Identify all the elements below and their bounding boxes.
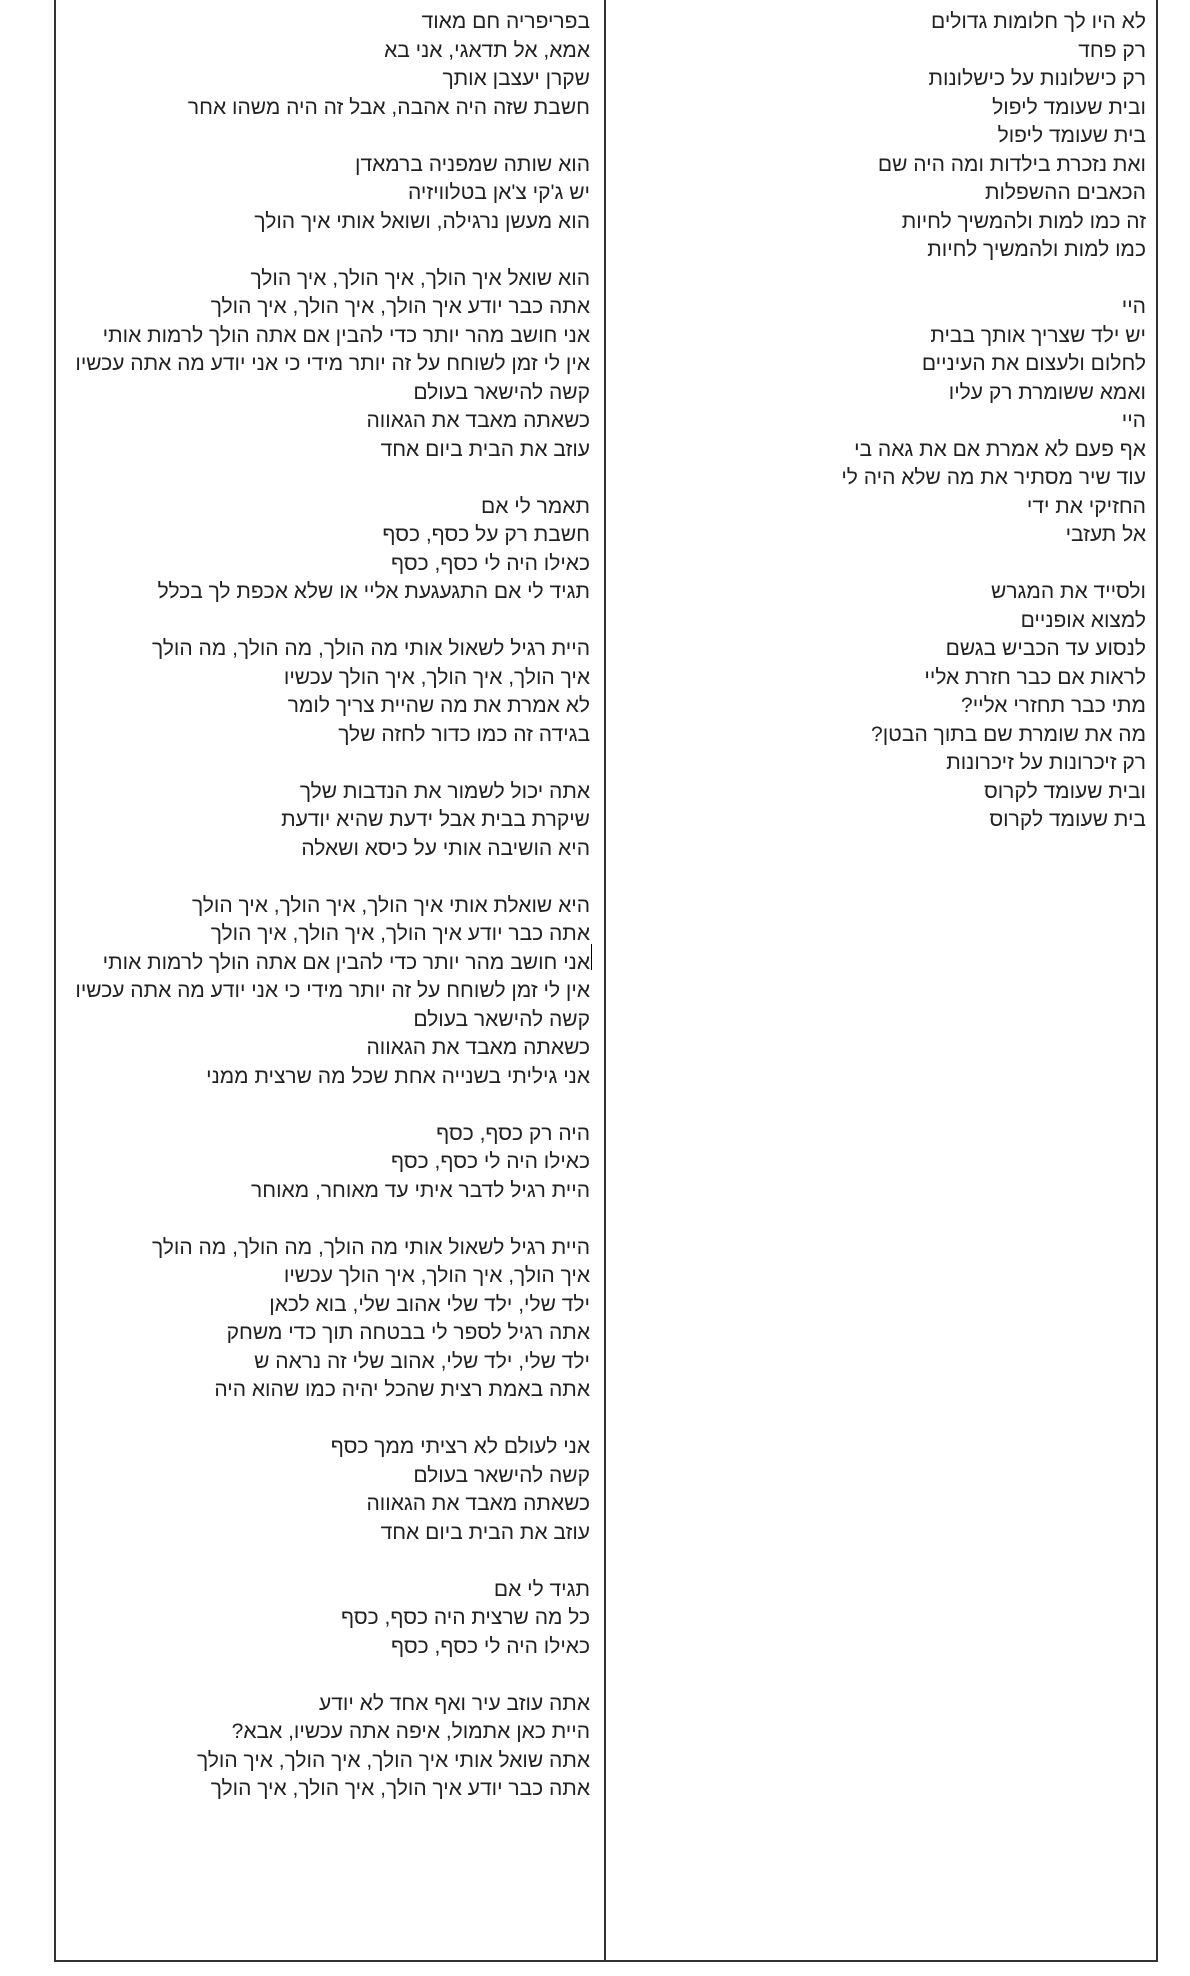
stanza — [68, 1234, 590, 1405]
lyric-line: חשבת רק על כסף, כסף — [382, 523, 591, 546]
lyric-line: כאילו היה לי כסף, כסף — [391, 1634, 591, 1658]
lyric-line: איך הולך, איך הולך, איך הולך עכשיו — [283, 665, 591, 689]
lyric-line: הוא שותה שמפניה ברמאדן — [355, 152, 591, 176]
lyric-line: ולסייד את המגרש — [990, 580, 1146, 603]
right-column[interactable] — [604, 0, 1156, 1960]
stanza — [68, 265, 590, 465]
lyric-line: לא אמרת את מה שהיית צריך לומר — [287, 694, 591, 717]
lyric-line: בגידה זה כמו כדור לחזה שלך — [338, 722, 591, 746]
lyric-line: מה את שומרת שם בתוך הבטן? — [871, 722, 1146, 746]
lyric-line: חשבת שזה היה אהבה, אבל זה היה משהו אחר — [187, 95, 591, 119]
lyric-line: אף פעם לא אמרת אם את גאה בי — [854, 437, 1146, 461]
lyric-line: בית שעומד לקרוס — [989, 808, 1146, 831]
stanza — [68, 1690, 590, 1804]
lyric-line: ואת נזכרת בילדות ומה היה שם — [877, 152, 1146, 176]
lyric-line: אתה יכול לשמור את הנדבות שלך — [299, 779, 591, 803]
stanza — [612, 293, 1146, 550]
lyric-line: אני חושב מהר יותר כדי להבין אם אתה הולך לרמות אותי — [102, 323, 591, 347]
stanza — [68, 892, 590, 1092]
lyric-line: ובית שעומד ליפול — [992, 95, 1146, 119]
lyric-line: שיקרת בבית אבל ידעת שהיא יודעת — [281, 808, 591, 831]
lyric-line: הוא מעשן נרגילה, ושואל אותי איך הולך — [254, 209, 591, 233]
lyric-line: החזיקי את ידי — [1026, 494, 1146, 518]
lyric-line: למצוא אופניים — [1020, 608, 1146, 632]
lyric-line: היית רגיל לדבר איתי עד מאוחר, מאוחר — [251, 1178, 591, 1202]
lyric-line: כאילו היה לי כסף, כסף — [391, 1150, 591, 1173]
lyric-line: קשה להישאר בעולם — [413, 380, 591, 404]
lyric-line: בפריפריה חם מאוד — [421, 10, 591, 33]
lyric-line: כשאתה מאבד את הגאווה — [366, 409, 591, 432]
lyric-line: אני חושב מהר יותר כדי להבין אם אתה הולך לרמות אותי — [102, 950, 591, 974]
stanza — [68, 1433, 590, 1547]
lyric-line: אתה רגיל לספר לי בבטחה תוך כדי משחק — [226, 1321, 591, 1344]
lyric-line: תאמר לי אם — [480, 494, 591, 518]
lyric-line: אל תעזבי — [1065, 523, 1146, 546]
lyric-line: עוזב את הבית ביום אחד — [380, 437, 591, 461]
lyric-line: אין לי זמן לשוחח על זה יותר מידי כי אני יודע מה אתה עכשיו — [75, 979, 591, 1002]
lyric-line: אתה שואל אותי איך הולך, איך הולך, איך הולך — [197, 1748, 591, 1772]
lyric-line: אני לעולם לא רציתי ממך כסף — [330, 1435, 591, 1458]
stanza — [68, 1576, 590, 1662]
lyric-line: קשה להישאר בעולם — [413, 1463, 591, 1487]
lyric-line: ילד שלי, ילד שלי אהוב שלי, בוא לכאן — [269, 1292, 591, 1316]
lyric-line: ואמא ששומרת רק עליו — [948, 380, 1146, 404]
lyric-line: שקרן יעצבן אותך — [442, 67, 591, 90]
lyric-line: כמו למות ולהמשיך לחיות — [927, 238, 1146, 261]
lyric-line: היי — [1121, 295, 1146, 318]
lyric-line: היה רק כסף, כסף — [436, 1121, 591, 1145]
lyric-line: איך הולך, איך הולך, איך הולך עכשיו — [283, 1264, 591, 1287]
stanza — [612, 8, 1146, 265]
stanza — [68, 493, 590, 607]
stanza — [68, 151, 590, 237]
lyric-line: תגיד לי אם התגעגעת אליי או שלא אכפת לך בכלל — [157, 580, 591, 603]
lyric-line: היית רגיל לשאול אותי מה הולך, מה הולך, מה הולך — [151, 637, 591, 660]
lyric-line: תגיד לי אם — [493, 1577, 591, 1601]
lyric-line: היי — [1121, 409, 1146, 432]
lyric-line: עוד שיר מסתיר את מה שלא היה לי — [841, 466, 1146, 489]
lyric-line: לראות אם כבר חזרת אליי — [924, 665, 1146, 689]
lyric-line: אתה באמת רצית שהכל יהיה כמו שהוא היה — [214, 1378, 591, 1401]
lyric-line: היא שואלת אותי איך הולך, איך הולך, איך הולך — [191, 893, 591, 917]
lyric-line: ילד שלי, ילד שלי, אהוב שלי זה נראה ש — [254, 1349, 591, 1373]
lyric-line: אתה עוזב עיר ואף אחד לא יודע — [319, 1691, 591, 1715]
stanza — [68, 778, 590, 864]
lyric-line: קשה להישאר בעולם — [413, 1007, 591, 1031]
lyric-line: היית רגיל לשאול אותי מה הולך, מה הולך, מה הולך — [151, 1235, 591, 1259]
stanza — [68, 1120, 590, 1206]
lyric-line: אני גיליתי בשנייה אחת שכל מה שרצית ממני — [206, 1064, 591, 1088]
stanza — [612, 578, 1146, 835]
lyric-line: כל מה שרצית היה כסף, כסף — [341, 1606, 591, 1629]
stanza — [68, 635, 590, 749]
lyric-line: הוא שואל איך הולך, איך הולך, איך הולך — [250, 266, 591, 290]
lyric-line: רק פחד — [1078, 38, 1146, 62]
lyric-line: ובית שעומד לקרוס — [983, 779, 1146, 803]
stanza — [68, 8, 590, 122]
left-column[interactable] — [56, 0, 604, 1960]
lyric-line: היא הושיבה אותי על כיסא ושאלה — [301, 836, 591, 860]
lyrics-table — [54, 0, 1158, 1962]
lyric-line: לחלום ולעצום את העיניים — [921, 352, 1146, 375]
lyric-line: יש ילד שצריך אותך בבית — [930, 323, 1146, 347]
lyric-line: אין לי זמן לשוחח על זה יותר מידי כי אני יודע מה אתה עכשיו — [75, 352, 591, 375]
lyric-line: אתה כבר יודע איך הולך, איך הולך, איך הולך — [210, 922, 591, 945]
lyric-line: לנסוע עד הכביש בגשם — [945, 637, 1146, 660]
lyric-line: רק זיכרונות על זיכרונות — [946, 751, 1146, 774]
lyric-line: בית שעומד ליפול — [997, 124, 1146, 147]
lyric-line: אתה כבר יודע איך הולך, איך הולך, איך הולך — [210, 1777, 591, 1800]
lyric-line: כאילו היה לי כסף, כסף — [391, 551, 591, 575]
lyric-line: כשאתה מאבד את הגאווה — [366, 1036, 591, 1059]
lyric-line: יש ג'קי צ'אן בטלוויזיה — [408, 181, 591, 204]
lyric-line: היית כאן אתמול, איפה אתה עכשיו, אבא? — [231, 1720, 591, 1743]
text-cursor — [591, 944, 592, 970]
lyric-line: אמא, אל תדאגי, אני בא — [384, 38, 591, 62]
lyric-line: זה כמו למות ולהמשיך לחיות — [901, 209, 1146, 233]
lyric-line: אתה כבר יודע איך הולך, איך הולך, איך הולך — [210, 295, 591, 318]
lyric-line: רק כישלונות על כישלונות — [928, 67, 1146, 90]
lyric-line: לא היו לך חלומות גדולים — [931, 10, 1146, 33]
lyric-line: כשאתה מאבד את הגאווה — [366, 1492, 591, 1515]
lyric-line: הכאבים ההשפלות — [984, 181, 1146, 204]
lyric-line: מתי כבר תחזרי אליי? — [961, 694, 1146, 717]
lyric-line: עוזב את הבית ביום אחד — [380, 1520, 591, 1544]
